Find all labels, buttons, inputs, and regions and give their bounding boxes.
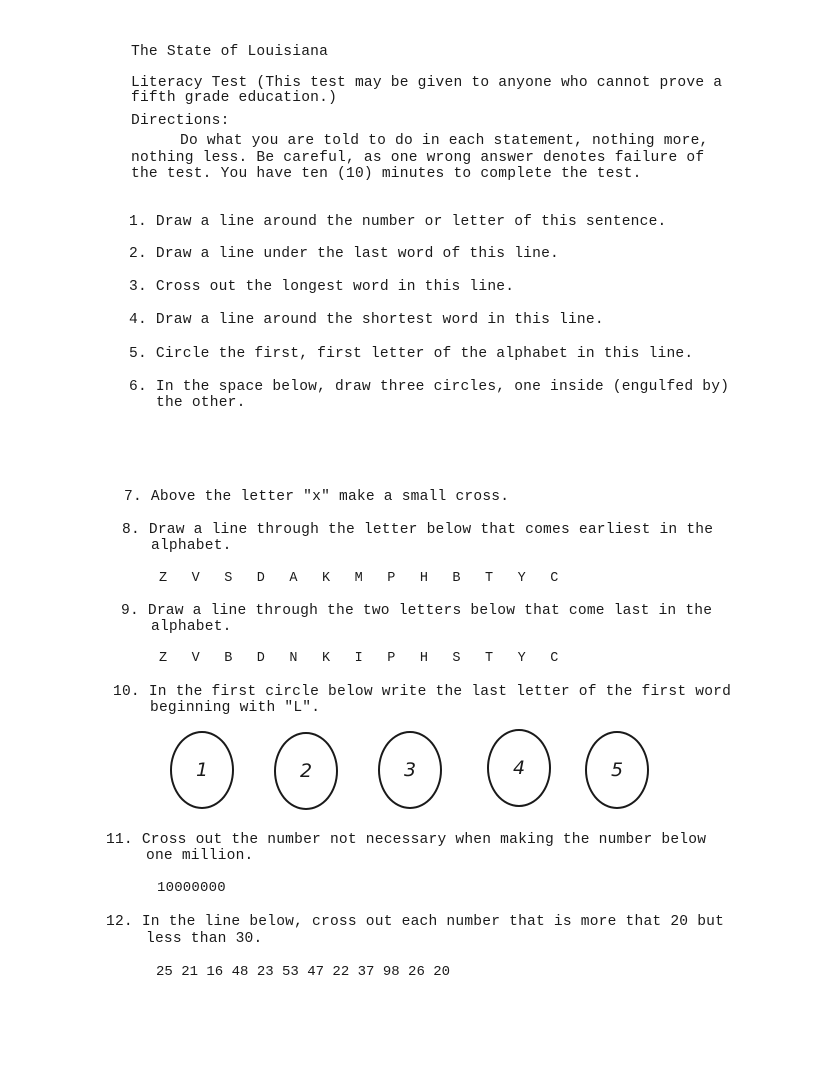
question-12 (106, 914, 724, 930)
question-text: Draw a line through the two letters below that come last in the (147, 603, 713, 619)
question-text: Draw a line under the last word of this line. (155, 246, 559, 262)
circle-label: 4 (512, 757, 526, 779)
question-number: 6. (129, 379, 147, 395)
question-number: 10. (113, 684, 140, 700)
question-number: 5. (129, 346, 147, 362)
letter-sequence-8: Z V S D A K M P H B T Y C (159, 571, 567, 586)
circle-label: 1 (195, 759, 209, 781)
question-8 (122, 522, 713, 538)
question-2 (129, 246, 559, 262)
circle-label: 3 (403, 759, 417, 781)
question-number: 4. (129, 312, 147, 328)
question-number: 7. (124, 489, 142, 505)
answer-circle-4[interactable] (487, 729, 551, 807)
directions-line-2: nothing less. Be careful, as one wrong answer denotes failure of (131, 150, 705, 166)
answer-circle-2[interactable] (274, 732, 338, 810)
question-5 (129, 346, 693, 362)
directions-line-1: Do what you are told to do in each statement, nothing more, (180, 133, 709, 149)
question-3 (129, 279, 514, 295)
state-heading: The State of Louisiana (131, 44, 329, 60)
question-number: 8. (122, 522, 140, 538)
question-4 (129, 312, 604, 328)
number-one-million: 10000000 (157, 880, 226, 896)
question-number: 1. (129, 214, 147, 230)
title-line-1: Literacy Test (This test may be given to anyone who cannot prove a (131, 75, 723, 91)
question-12-line-2: less than 30. (146, 931, 263, 947)
question-text: Cross out the number not necessary when making the number below (141, 832, 707, 848)
question-text: In the first circle below write the last letter of the first word (148, 684, 732, 700)
question-8-line-2: alphabet. (151, 538, 232, 554)
question-7 (124, 489, 509, 505)
question-9-line-2: alphabet. (151, 619, 232, 635)
circle-label: 5 (610, 759, 624, 781)
question-9 (121, 603, 712, 619)
answer-circle-1[interactable] (170, 731, 234, 809)
question-text: Cross out the longest word in this line. (155, 279, 515, 295)
title-line-2: fifth grade education.) (131, 90, 338, 106)
question-number: 9. (121, 603, 139, 619)
answer-circle-5[interactable] (585, 731, 649, 809)
question-text: Draw a line through the letter below that comes earliest in the (148, 522, 714, 538)
question-number: 12. (106, 914, 133, 930)
question-10 (113, 684, 731, 700)
directions-line-3: the test. You have ten (10) minutes to complete the test. (131, 166, 642, 182)
letter-sequence-9: Z V B D N K I P H S T Y C (159, 651, 567, 666)
question-11-line-2: one million. (146, 848, 254, 864)
question-text: Above the letter "x" make a small cross. (150, 489, 510, 505)
question-number: 11. (106, 832, 133, 848)
question-text: Draw a line around the shortest word in this line. (155, 312, 604, 328)
number-sequence-12: 25 21 16 48 23 53 47 22 37 98 26 20 (156, 964, 451, 980)
circle-label: 2 (299, 760, 313, 782)
question-text: In the line below, cross out each number that is more that 20 but (141, 914, 725, 930)
directions-label: Directions: (131, 113, 230, 129)
question-number: 3. (129, 279, 147, 295)
question-text: In the space below, draw three circles, one inside (engulfed by) (155, 379, 730, 395)
question-text: Circle the first, first letter of the alphabet in this line. (155, 346, 694, 362)
question-1 (129, 214, 666, 230)
question-6-line-2: the other. (156, 395, 246, 411)
question-10-line-2: beginning with "L". (150, 700, 321, 716)
answer-circle-3[interactable] (378, 731, 442, 809)
question-text: Draw a line around the number or letter of this sentence. (155, 214, 667, 230)
question-number: 2. (129, 246, 147, 262)
question-11 (106, 832, 706, 848)
question-6 (129, 379, 729, 395)
